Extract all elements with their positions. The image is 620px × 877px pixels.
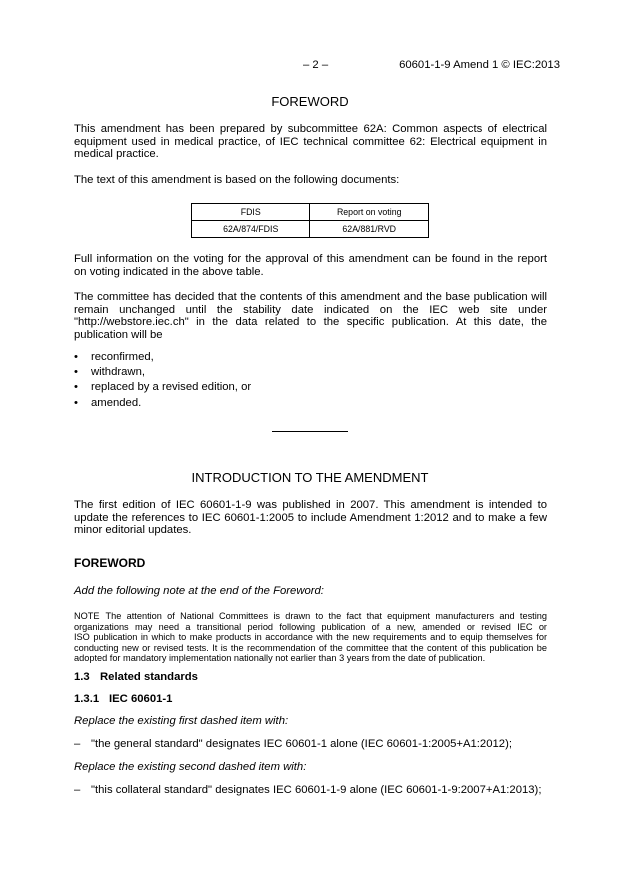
note-line: conducting new or revised tests. It is the recommendation of the committee that the content of this publication be <box>74 642 547 653</box>
note-line <box>74 611 547 622</box>
list-item <box>74 381 251 394</box>
list-item-text: withdrawn, <box>91 366 145 378</box>
bullet-icon: • <box>74 366 78 378</box>
table-header-row <box>192 204 429 221</box>
section-number: 1.3 <box>74 671 90 683</box>
text-line: The text of this amendment is based on the following documents: <box>74 174 400 186</box>
page-number: – 2 – <box>303 59 329 71</box>
list-item-text: amended. <box>91 397 142 409</box>
voting-documents-table <box>191 203 429 238</box>
section-heading <box>74 671 198 684</box>
note-line: adopted for mandatory implementation nationally not earlier than 3 years from the date of publication. <box>74 653 486 663</box>
document-reference: 60601-1-9 Amend 1 © IEC:2013 <box>399 59 560 71</box>
foreword-instruction: Add the following note at the end of the Foreword: <box>74 585 324 597</box>
text-line: Full information on the voting for the approval of this amendment can be found in the report <box>74 253 547 265</box>
text-line: equipment used in medical practice, of IEC technical committee 62: Electrical equipment in <box>74 135 547 148</box>
note-block <box>74 611 547 664</box>
table-row <box>192 221 429 238</box>
bullet-icon: • <box>74 397 78 409</box>
list-item-text: replaced by a revised edition, or <box>91 381 252 393</box>
text-line: The committee has decided that the contents of this amendment and the base publication will <box>74 291 547 303</box>
dashed-item <box>74 738 512 751</box>
foreword-paragraph-3 <box>74 253 547 278</box>
note-text: The attention of National Committees is drawn to the fact that equipment manufacturers and testing <box>105 611 547 621</box>
bullet-icon: • <box>74 381 78 393</box>
amendment-foreword-heading: FOREWORD <box>74 556 146 570</box>
dashed-item-text: "the general standard" designates IEC 60601-1 alone (IEC 60601-1:2005+A1:2012); <box>91 738 512 750</box>
subsection-heading <box>74 693 172 706</box>
table-header-cell: Report on voting <box>310 204 429 221</box>
dashed-item-text: "this collateral standard" designates IEC 60601-1-9 alone (IEC 60601-1-9:2007+A1:2013); <box>91 784 542 796</box>
text-line: publication will be <box>74 328 163 341</box>
foreword-paragraph-4 <box>74 291 547 341</box>
dashed-item <box>74 784 541 797</box>
subsection-number: 1.3.1 <box>74 693 100 705</box>
text-line: "http://webstore.iec.ch" in the data related to the specific publication. At this date, the <box>74 316 547 328</box>
bullet-icon: • <box>74 351 78 363</box>
text-line: medical practice. <box>74 148 159 160</box>
foreword-title: FOREWORD <box>271 94 349 109</box>
note-line: ISO publication in which to make products in accordance with the new requirements and to equip themselves for <box>74 632 547 642</box>
section-title: Related standards <box>100 671 198 683</box>
instruction-first-dashed-item: Replace the existing first dashed item with: <box>74 715 289 727</box>
instruction-second-dashed-item: Replace the existing second dashed item with: <box>74 761 307 773</box>
text-line: minor editorial updates. <box>74 524 192 536</box>
text-line: remain unchanged until the stability date indicated on the IEC web site under <box>74 303 547 316</box>
introduction-title: INTRODUCTION TO THE AMENDMENT <box>191 470 429 485</box>
text-line: update the references to IEC 60601-1:2005 to include Amendment 1:2012 and to make a few <box>74 511 547 524</box>
dash-icon: – <box>74 738 81 750</box>
list-item-text: reconfirmed, <box>91 351 154 363</box>
note-label: NOTE <box>74 611 100 621</box>
table-header-cell: FDIS <box>192 204 310 221</box>
foreword-paragraph-2 <box>74 174 547 187</box>
section-separator <box>272 431 348 432</box>
subsection-title: IEC 60601-1 <box>109 693 173 705</box>
note-line: organizations may need a transitional period following publication of a new, amended or revised IEC or <box>74 621 547 632</box>
list-item <box>74 397 141 410</box>
text-line: The first edition of IEC 60601-1-9 was published in 2007. This amendment is intended to <box>74 499 547 511</box>
dash-icon: – <box>74 784 81 796</box>
table-cell: 62A/881/RVD <box>310 221 429 238</box>
introduction-paragraph <box>74 499 547 537</box>
list-item <box>74 366 145 379</box>
foreword-paragraph-1 <box>74 123 547 161</box>
list-item <box>74 351 154 364</box>
text-line: This amendment has been prepared by subcommittee 62A: Common aspects of electrical <box>74 123 547 135</box>
text-line: on voting indicated in the above table. <box>74 265 264 278</box>
table-cell: 62A/874/FDIS <box>192 221 310 238</box>
